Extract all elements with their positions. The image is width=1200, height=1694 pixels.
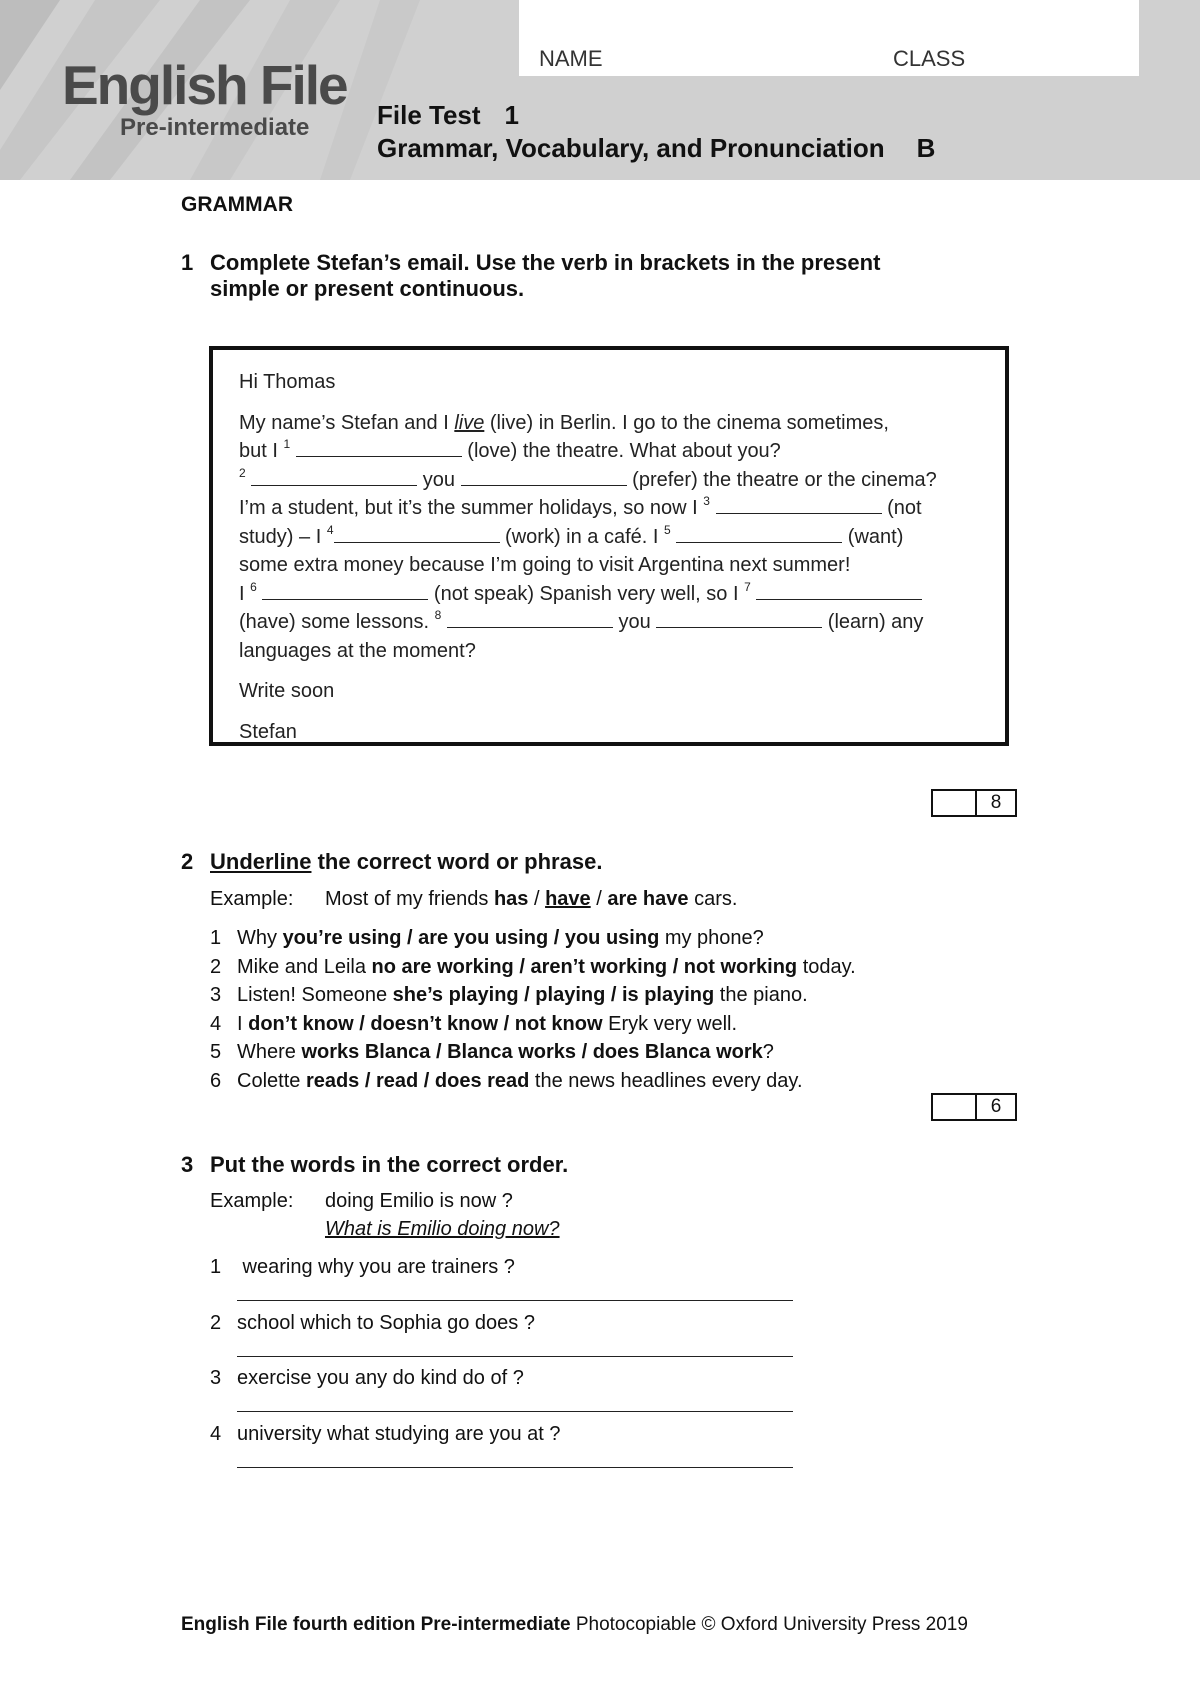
logo-title: English File — [62, 54, 347, 116]
test-version: B — [916, 133, 936, 163]
q2-instruction-underline: Underline — [210, 849, 312, 874]
email-line: I’m a student, but it’s the summer holidays, so now I $^3$ (not — [239, 494, 922, 519]
q2-example: Example: Most of my friends has / have / are have cars. — [210, 888, 738, 910]
footer-copyright: Photocopiable © Oxford University Press 2019 — [570, 1614, 968, 1635]
example-label: Example: — [210, 888, 294, 910]
answer-blank-2a[interactable] — [251, 467, 417, 486]
q3-instruction: Put the words in the correct order. — [210, 1152, 569, 1177]
answer-blank-7[interactable] — [756, 581, 922, 600]
footer-title: English File fourth edition Pre-intermediate — [181, 1614, 571, 1635]
q2-instruction: the correct word or phrase. — [311, 849, 603, 874]
email-line: study) – I $^4$ (work) in a café. I $^5$ (want) — [239, 522, 904, 548]
q3-example-answer — [325, 1218, 560, 1241]
list-item: 2 Mike and Leila no are working / aren’t working / not working today. — [210, 955, 856, 978]
answer-blank-3[interactable] — [716, 495, 882, 514]
answer-blank-4[interactable] — [334, 524, 500, 543]
score-input[interactable] — [933, 1095, 977, 1119]
list-item: 3 exercise you any do kind do of ? — [210, 1367, 524, 1389]
answer-line-1[interactable] — [237, 1300, 793, 1301]
answer-line-2[interactable] — [237, 1356, 793, 1357]
section-title-grammar: GRAMMAR — [181, 193, 293, 216]
question-1-title — [181, 250, 880, 302]
file-test-number: 1 — [504, 100, 520, 130]
email-text — [239, 368, 999, 746]
email-signature: Stefan — [239, 720, 297, 743]
score-total: 6 — [990, 1096, 1002, 1117]
name-label: NAME — [539, 46, 603, 71]
subtitle-text: Grammar, Vocabulary, and Pronunciation — [377, 133, 885, 163]
test-subtitle — [377, 133, 935, 164]
answer-blank-1[interactable] — [296, 438, 462, 457]
answer-blank-8b[interactable] — [656, 609, 822, 628]
answer-options[interactable]: reads / read / does read — [305, 1069, 530, 1092]
answer-line-3[interactable] — [237, 1411, 793, 1412]
email-line: but I $^1$ (love) the theatre. What about you? — [239, 437, 781, 462]
list-item: 4 I don’t know / doesn’t know / not know Eryk very well. — [210, 1012, 738, 1035]
list-item: 1 wearing why you are trainers ? — [210, 1256, 515, 1278]
answer-blank-8a[interactable] — [447, 609, 613, 628]
answer-options[interactable]: works Blanca / Blanca works / does Blanca work — [301, 1041, 763, 1063]
answer-blank-2b[interactable] — [461, 467, 627, 486]
list-item: 1 Why you’re using / are you using / you using my phone? — [210, 927, 764, 949]
list-item: 4 university what studying are you at ? — [210, 1423, 561, 1445]
example-answer: have — [545, 888, 591, 910]
file-test-label: File Test — [377, 100, 481, 130]
score-box-q2 — [931, 1093, 1017, 1121]
logo-subtitle: Pre-intermediate — [120, 114, 310, 141]
email-box — [209, 346, 1009, 746]
email-signoff: Write soon — [239, 680, 335, 702]
name-class-box — [519, 0, 1139, 76]
example-label: Example: — [210, 1190, 294, 1212]
logo — [62, 54, 347, 141]
email-line: (have) some lessons. $^8$ you (learn) any — [239, 608, 924, 633]
question-number: 2 — [181, 849, 194, 874]
footer — [181, 1614, 968, 1636]
email-line: some extra money because I’m going to visit Argentina next summer! — [239, 554, 851, 576]
question-number: 1 — [181, 250, 194, 275]
answer-options[interactable]: you’re using / are you using / you using — [282, 927, 660, 949]
score-box-q1 — [931, 789, 1017, 817]
answer-blank-5[interactable] — [676, 524, 842, 543]
question-2-title — [181, 849, 602, 875]
email-line: languages at the moment? — [239, 639, 476, 662]
q1-instruction-line2: simple or present continuous. — [210, 276, 525, 301]
answer-options[interactable]: no are working / aren’t working / not working — [371, 955, 798, 978]
answer-options[interactable]: don’t know / doesn’t know / not know — [248, 1012, 603, 1035]
question-3-title — [181, 1152, 568, 1178]
file-test-title — [377, 100, 519, 131]
q3-example — [210, 1190, 513, 1213]
score-input[interactable] — [933, 791, 977, 815]
answer-blank-6[interactable] — [262, 581, 428, 600]
email-line: $^2$ you (prefer) the theatre or the cinema? — [239, 465, 937, 491]
example-answer: live — [454, 411, 485, 434]
list-item: 5 Where works Blanca / Blanca works / does Blanca work? — [210, 1041, 774, 1063]
class-label: CLASS — [893, 46, 966, 71]
email-line: My name’s Stefan and I live (live) in Berlin. I go to the cinema sometimes, — [239, 411, 889, 434]
header-banner — [0, 0, 1200, 180]
question-number: 3 — [181, 1152, 194, 1177]
q1-instruction-line1: Complete Stefan’s email. Use the verb in brackets in the present — [210, 250, 881, 275]
email-line: I $^6$ (not speak) Spanish very well, so I $^7$ — [239, 580, 999, 609]
q2-items — [210, 924, 856, 1095]
list-item: 6 Colette reads / read / does read the news headlines every day. — [210, 1069, 803, 1092]
example-answer: What is Emilio doing now? — [325, 1218, 560, 1240]
list-item: 3 Listen! Someone she’s playing / playing / is playing the piano. — [210, 984, 808, 1006]
answer-options[interactable]: she’s playing / playing / is playing — [392, 984, 715, 1006]
list-item: 2 school which to Sophia go does ? — [210, 1312, 535, 1334]
score-total: 8 — [990, 792, 1002, 813]
answer-line-4[interactable] — [237, 1467, 793, 1468]
email-greeting: Hi Thomas — [239, 371, 336, 393]
example-words: doing Emilio is now ? — [325, 1190, 513, 1212]
